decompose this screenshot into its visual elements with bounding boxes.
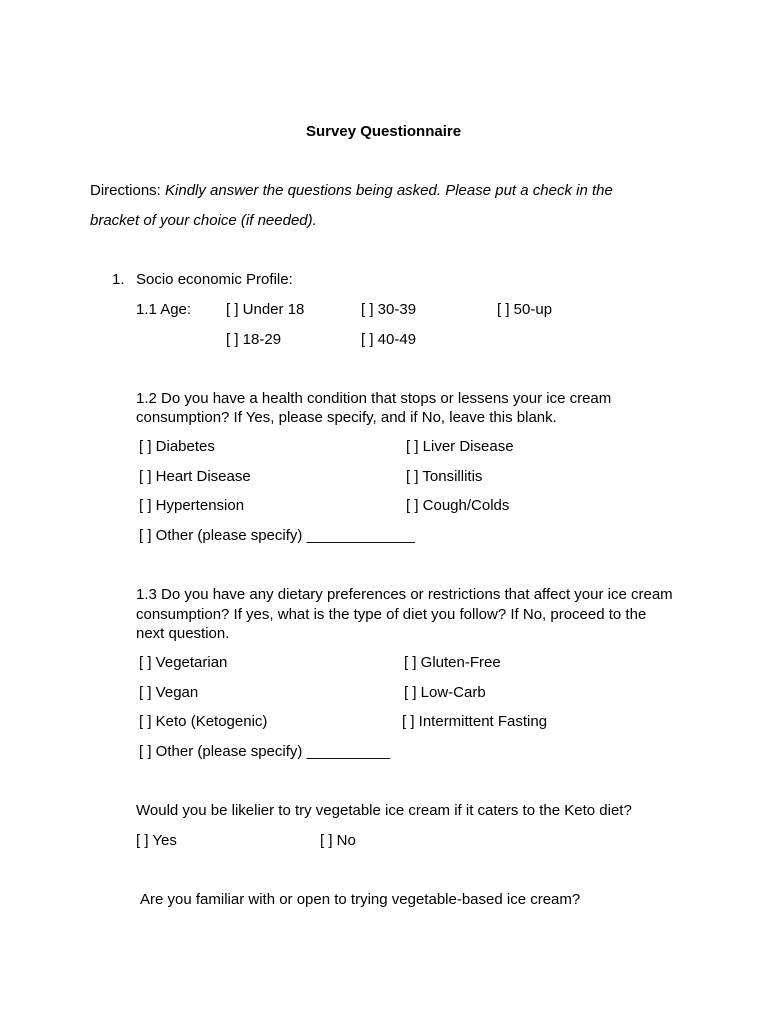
health-question-line-2: consumption? If Yes, please specify, and if No, leave this blank. (136, 409, 557, 426)
directions-label: Directions: (90, 182, 166, 199)
health-option-hypertension[interactable]: [ ] Hypertension (139, 497, 245, 514)
health-option-diabetes[interactable]: [ ] Diabetes (139, 438, 215, 455)
age-option-under-18[interactable]: [ ] Under 18 (226, 301, 305, 318)
health-question-line-1: 1.2 Do you have a health condition that stops or lessens your ice cream (136, 390, 612, 407)
section-heading: Socio economic Profile: (136, 271, 293, 288)
keto-option-no[interactable]: [ ] No (320, 832, 356, 849)
health-option-other[interactable]: [ ] Other (please specify) _____________ (139, 527, 416, 544)
section-number: 1. (112, 271, 125, 288)
age-option-40-49[interactable]: [ ] 40-49 (361, 331, 417, 348)
diet-question-line-3: next question. (136, 625, 230, 642)
age-option-50-up[interactable]: [ ] 50-up (497, 301, 553, 318)
health-option-tonsillitis[interactable]: [ ] Tonsillitis (406, 468, 483, 485)
directions-text: Kindly answer the questions being asked. Please put a check in the (165, 182, 613, 199)
diet-question-line-2: consumption? If yes, what is the type of diet you follow? If No, proceed to the (136, 606, 647, 623)
directions-line-1 (90, 181, 613, 200)
diet-question-line-1: 1.3 Do you have any dietary preferences or restrictions that affect your ice cream (136, 586, 673, 603)
age-option-18-29[interactable]: [ ] 18-29 (226, 331, 282, 348)
diet-option-gluten-free[interactable]: [ ] Gluten-Free (404, 654, 501, 671)
directions-line-2: bracket of your choice (if needed). (90, 212, 317, 229)
keto-question: Would you be likelier to try vegetable ice cream if it caters to the Keto diet? (136, 802, 632, 819)
health-option-heart-disease[interactable]: [ ] Heart Disease (139, 468, 251, 485)
page-title: Survey Questionnaire (306, 123, 462, 140)
diet-option-intermittent-fasting[interactable]: [ ] Intermittent Fasting (402, 713, 548, 730)
diet-option-vegetarian[interactable]: [ ] Vegetarian (139, 654, 228, 671)
diet-option-keto[interactable]: [ ] Keto (Ketogenic) (139, 713, 268, 730)
diet-option-vegan[interactable]: [ ] Vegan (139, 684, 199, 701)
diet-option-other[interactable]: [ ] Other (please specify) __________ (139, 743, 390, 760)
health-option-liver-disease[interactable]: [ ] Liver Disease (406, 438, 514, 455)
familiar-question: Are you familiar with or open to trying vegetable-based ice cream? (140, 891, 581, 908)
diet-option-low-carb[interactable]: [ ] Low-Carb (404, 684, 486, 701)
keto-option-yes[interactable]: [ ] Yes (136, 832, 177, 849)
health-option-cough-colds[interactable]: [ ] Cough/Colds (406, 497, 510, 514)
age-option-30-39[interactable]: [ ] 30-39 (361, 301, 417, 318)
age-label: 1.1 Age: (136, 301, 192, 318)
